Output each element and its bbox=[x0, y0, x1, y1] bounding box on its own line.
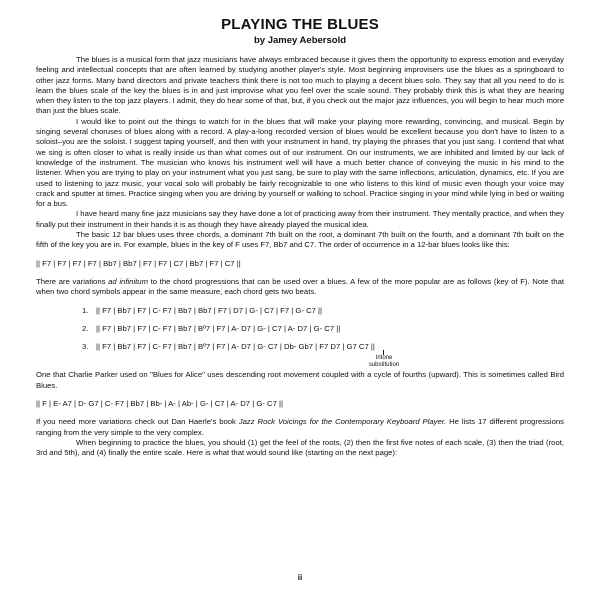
variations-text-start: There are variations bbox=[36, 276, 109, 286]
tritone-label-line2: substitution bbox=[368, 362, 400, 369]
variations-italic: ad infinitum bbox=[108, 276, 148, 286]
paragraph-basic-blues: The basic 12 bar blues uses three chords, a dominant 7th built on the root, a dominant 7th built on the fourth, and a dominant 7th built on the fifth of the key you are in. For example, blues in the key of F uses F7, Bb7 and C7. The order of occurrence in a 12-bar blues looks like this: bbox=[36, 230, 564, 250]
page-number: ii bbox=[297, 573, 303, 582]
variation-progression: || F7 | Bb7 | F7 | C- F7 | Bb7 | Bb7 | F7 | D7 | G- | C7 | F7 | G- C7 || bbox=[96, 305, 323, 315]
variation-progression: || F7 | Bb7 | F7 | C- F7 | Bb7 | Bº7 | F7 | A- D7 | G- | C7 | A- D7 | G- C7 || bbox=[96, 323, 341, 333]
paragraph-mental-practice: I have heard many fine jazz musicians say they have done a lot of practicing away from their instrument. They mentally practice, and when they finally put their instrument in their hands it is as though they have already played the musical idea. bbox=[36, 209, 564, 229]
variation-list bbox=[36, 306, 564, 353]
variation-number: 2. bbox=[82, 323, 89, 333]
variation-number: 1. bbox=[82, 305, 89, 315]
book-title: Jazz Rock Voicings for the Contemporary Keyboard Player. bbox=[238, 417, 447, 427]
paragraph-bird-blues: One that Charlie Parker used on "Blues for Alice" uses descending root movement coupled with a cycle of fourths (upward). This is sometimes called Bird Blues. bbox=[36, 370, 564, 390]
tritone-label bbox=[362, 355, 406, 369]
bird-progression: || F | E- A7 | D- G7 | C- F7 | Bb7 | Bb- | A- | Ab- | G- | C7 | A- D7 | G- C7 || bbox=[36, 399, 283, 409]
more-variations-text-start: If you need more variations check out Dan Haerle's book bbox=[36, 417, 239, 427]
paragraph-more-variations bbox=[36, 417, 564, 438]
variation-item bbox=[36, 324, 564, 334]
page-title: PLAYING THE BLUES bbox=[221, 16, 379, 33]
variations-text-end: to the chord progressions that can be used over a blues. A few of the more popular are as follows (key of F). Note that when two chord symbols appear in the same measure, each chord gets two beats. bbox=[36, 276, 564, 297]
tritone-annotation bbox=[36, 352, 564, 370]
paragraph-intro: The blues is a musical form that jazz musicians have always embraced because it gives them the opportunity to express emotion and everyday feeling and intellectual concepts that are often learned by studying another player's style. Most beginning improvisers use the blues as a springboard to other jazz forms. Many band directors and private teachers think there is not too much to playing a decent blues solo. They say that all you need to do is learn the blues scale of the key the blues is in and just improvise what you feel over the scale sound. They probably think this is what they are hearing when they listen to the top jazz players. I admit, they do hear some of that, but, if you check out the major jazz influences, you will begin to hear much more than just the blues scale. bbox=[36, 55, 564, 116]
variation-item bbox=[36, 342, 564, 352]
paragraph-variations bbox=[36, 277, 564, 298]
variation-progression: || F7 | Bb7 | F7 | C- F7 | Bb7 | Bº7 | F7 | A- D7 | G- C7 | Db- Gb7 | F7 D7 | G7 C7 || bbox=[96, 342, 375, 352]
paragraph-practice-steps: When beginning to practice the blues, you should (1) get the feel of the roots, (2) then the first five notes of each scale, (3) then the triad (root, 3rd and 5th), and (4) finally the entire scale. Here is what that would sound like (starting on the next page): bbox=[36, 437, 564, 458]
more-variations-text-end: He lists 17 different progressions ranging from the very simple to the very complex. bbox=[36, 417, 565, 437]
variation-number: 3. bbox=[82, 342, 89, 352]
tritone-label-line1: tritone bbox=[375, 355, 393, 362]
paragraph-singing: I would like to point out the things to watch for in the blues that will make your playing more rewarding, convincing, and musical. Begin by singing several choruses of blues along with a record. A play-a-long recorded version of blues would be excellent because you don't have to listen to a soloist–you are the soloist. I suggest taping yourself, and then with your instrument in hand, try playing the phrases that you just sang. I contend that what we sing is often closer to what is really inside us than what comes out of our instrument. On our instruments, we are inhibited and limited by our lack of knowledge of the instrument. The musician who knows his instrument well will have a much better chance of conveying the music in his mind to the listener. When you are trying to play on your instrument what you just sang, be sure to play with the same inflections, articulation, dynamics, etc. If you are used to listening to jazz music, your vocal solo will probably be fairly recognizable to one who listens to this kind of music even though your voice may crack and sputter at times. Practice singing when you are driving by yourself or walking to school. Practice singing in your mind while lying in bed or waiting for a bus. bbox=[36, 116, 564, 209]
variation-item bbox=[36, 306, 564, 316]
basic-progression: || F7 | F7 | F7 | F7 | Bb7 | Bb7 | F7 | F7 | C7 | Bb7 | F7 | C7 || bbox=[36, 258, 241, 268]
author-byline: by Jamey Aebersold bbox=[253, 35, 347, 46]
